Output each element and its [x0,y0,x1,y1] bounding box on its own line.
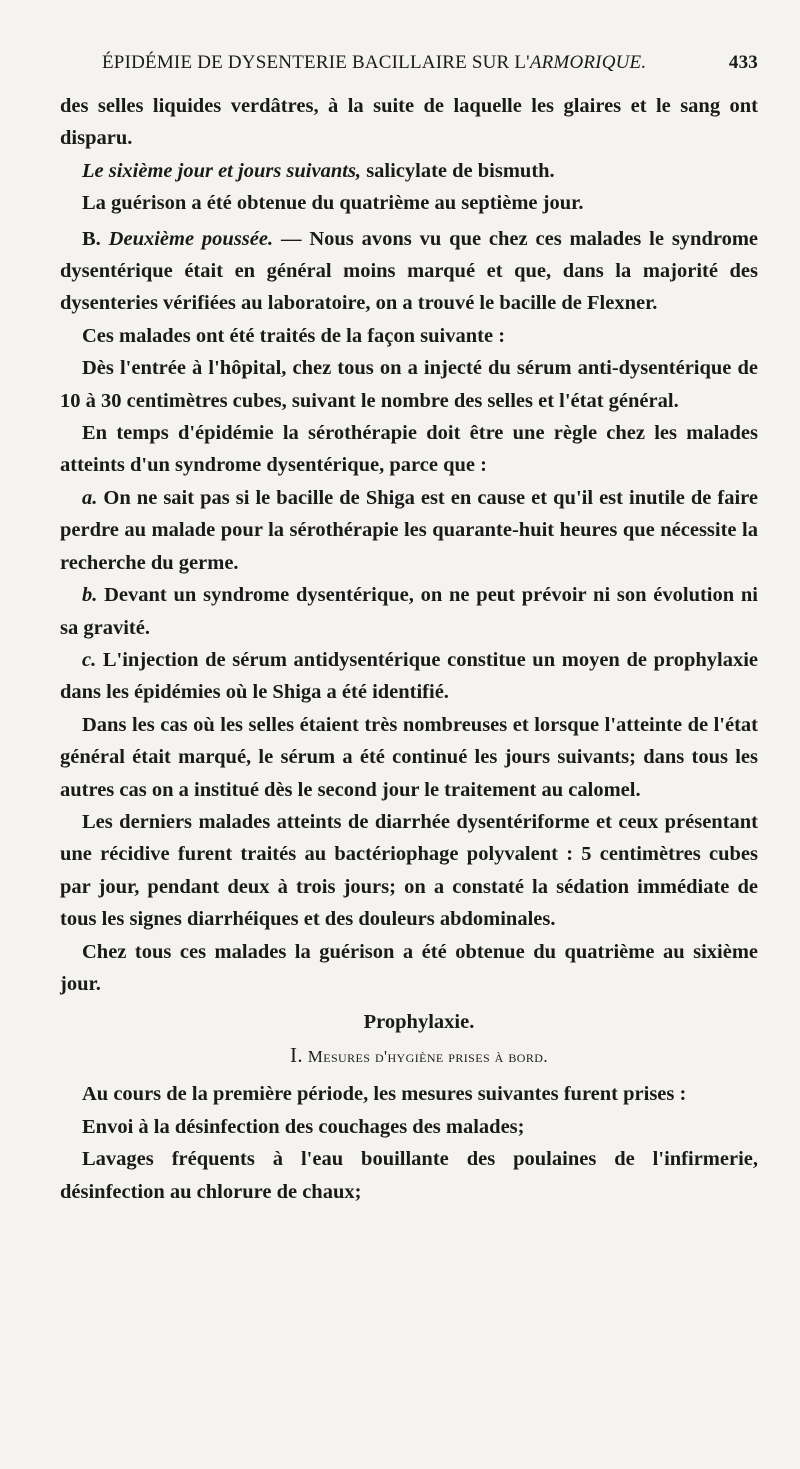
paragraph: Lavages fréquents à l'eau bouillante des poulaines de l'infirmerie, désinfection au chlorure de chaux; [60,1148,758,1203]
subsection-title: I. Mesures d'hygiène prises à bord. [290,1043,548,1068]
section-title: Prophylaxie. [363,1011,475,1034]
body-text [60,90,758,1208]
page-number: 433 [728,52,758,73]
paragraph: Chez tous ces malades la guérison a été obtenue du quatrième au sixième jour. [60,940,758,995]
paragraph: B. Deuxième poussée. — Nous avons vu que chez ces malades le syndrome dysentérique était en général moins marqué et que, dans la majorité des dysenteries vérifiées au laboratoire, on a trouvé le bacille de Flexner. [60,227,759,315]
paragraph: Envoi à la désinfection des couchages des malades; [82,1115,525,1138]
paragraph: En temps d'épidémie la sérothérapie doit être une règle chez les malades atteints d'un syndrome dysentérique, parce que : [60,422,758,477]
paragraph: des selles liquides verdâtres, à la suite de laquelle les glaires et le sang ont disparu. [60,95,758,150]
paragraph: La guérison a été obtenue du quatrième au septième jour. [82,192,584,215]
paragraph: Dès l'entrée à l'hôpital, chez tous on a injecté du sérum anti-dysentérique de 10 à 30 centimètres cubes, suivant le nombre des selles et l'état général. [60,357,758,412]
paragraph: Les derniers malades atteints de diarrhée dysentériforme et ceux présentant une récidive furent traités au bactériophage polyvalent : 5 centimètres cubes par jour, pendant deux à trois jours; on a constaté la sédation immédiate de tous les signes diarrhéiques et des douleurs abdominales. [60,810,758,931]
paragraph: Le sixième jour et jours suivants, salicylate de bismuth. [82,159,555,182]
list-item: a. On ne sait pas si le bacille de Shiga est en cause et qu'il est inutile de faire perdre au malade pour la sérothérapie les quarante-huit heures que nécessite la recherche du germe. [60,486,758,574]
paragraph: Ces malades ont été traités de la façon suivante : [82,324,506,347]
running-head [102,52,758,82]
running-head-title: ÉPIDÉMIE DE DYSENTERIE BACILLAIRE SUR L'ARMORIQUE. [102,52,647,73]
paragraph: Dans les cas où les selles étaient très nombreuses et lorsque l'atteinte de l'état général était marqué, le sérum a été continué les jours suivants; dans tous les autres cas on a institué dès le second jour le traitement au calomel. [60,713,758,801]
list-item: c. L'injection de sérum antidysentérique constitue un moyen de prophylaxie dans les épidémies où le Shiga a été identifié. [60,648,758,704]
list-item: b. Devant un syndrome dysentérique, on ne peut prévoir ni son évolution ni sa gravité. [60,584,758,639]
paragraph: Au cours de la première période, les mesures suivantes furent prises : [82,1083,687,1106]
